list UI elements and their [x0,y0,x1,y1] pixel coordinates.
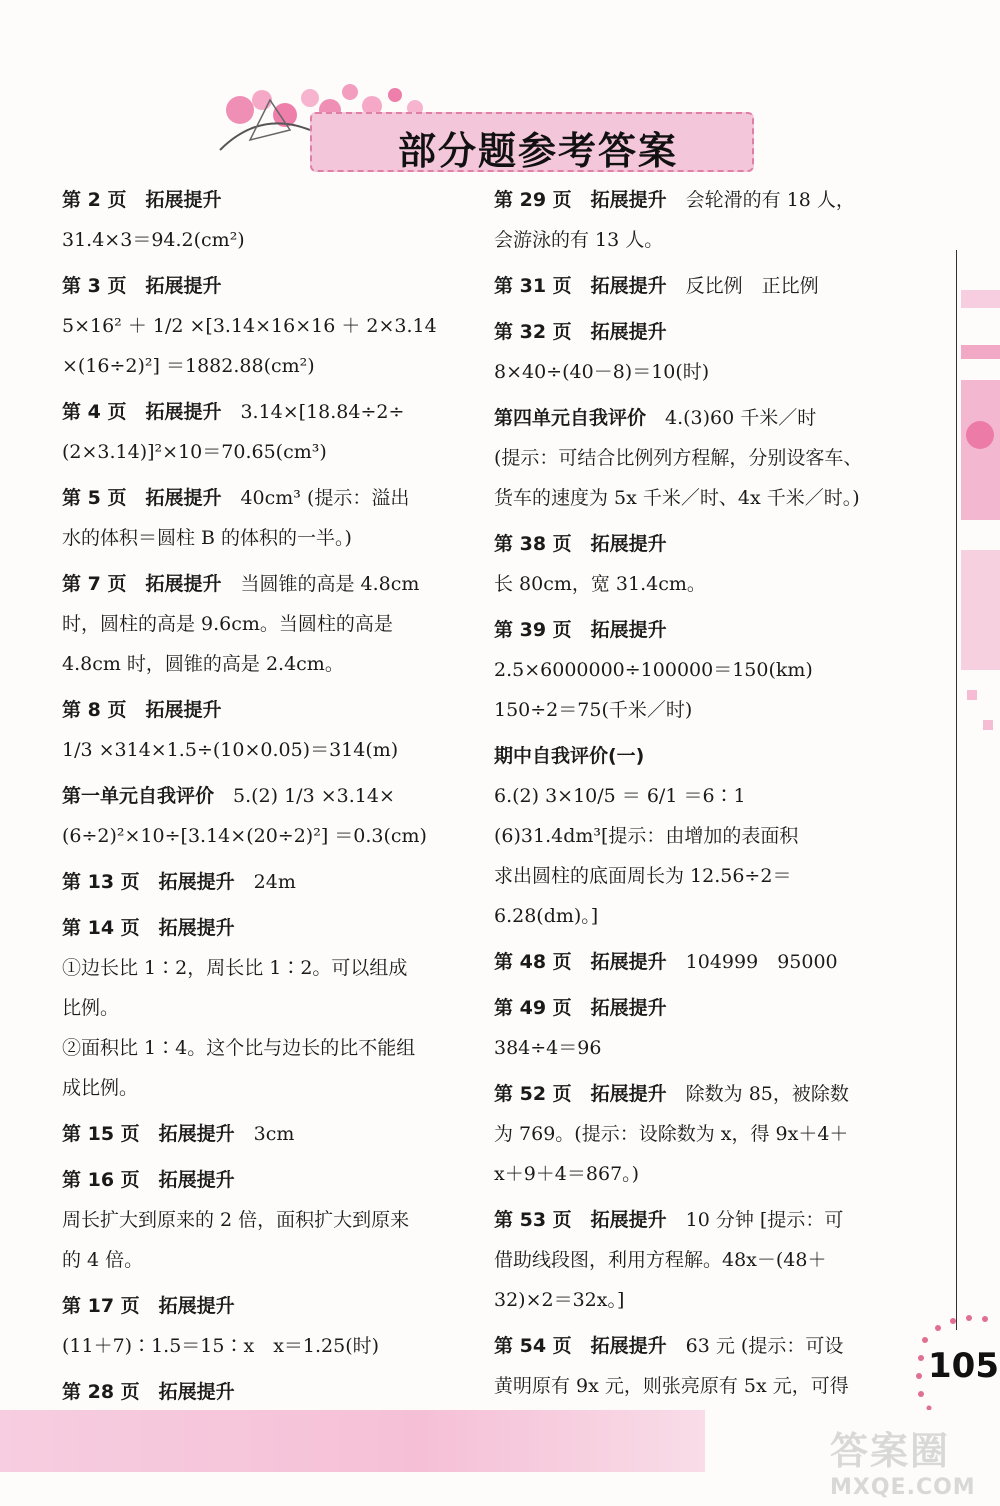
answer-heading: 第 48 页 拓展提升 104999 95000 [494,951,838,973]
answer-heading: 第 29 页 拓展提升 会轮滑的有 18 人， [494,189,855,211]
answer-entry [62,776,472,856]
answer-entry [494,266,909,306]
margin-decoration-icon [955,250,1000,1250]
answer-entry [494,1200,909,1320]
watermark-logo [830,1420,1000,1500]
answer-line: 32)×2＝32x。] [494,1289,625,1311]
answer-heading: 第 31 页 拓展提升 反比例 正比例 [494,275,819,297]
answer-line: 时，圆柱的高是 9.6cm。当圆柱的高是 [62,613,393,635]
answer-heading: 第 38 页 拓展提升 [494,533,667,555]
answer-entry [494,610,909,730]
answer-entry [62,1286,472,1366]
answer-line: 会游泳的有 13 人。 [494,229,664,251]
answer-heading: 第 32 页 拓展提升 [494,321,667,343]
answer-entry [494,1074,909,1194]
answer-line: 6.28(dm)。] [494,905,599,927]
answer-entry [494,180,909,260]
answer-heading: 第 49 页 拓展提升 [494,997,667,1019]
answer-entry [62,564,472,684]
page-number: 105 [928,1346,999,1386]
answer-entry [62,478,472,558]
answer-line: (提示：可结合比例列方程解，分别设客车、 [494,447,863,469]
answer-entry [494,942,909,982]
answer-line: ②面积比 1∶4。这个比与边长的比不能组 [62,1037,416,1059]
answer-line: 黄明原有 9x 元，则张亮原有 5x 元，可得 [494,1375,849,1397]
answer-heading: 期中自我评价(一) [494,745,645,767]
answer-entry [494,524,909,604]
answer-line: 的 4 倍。 [62,1249,144,1271]
answer-line: ×(16÷2)²] ＝1882.88(cm²) [62,355,315,377]
answer-heading: 第一单元自我评价 5.(2) 1/3 ×3.14× [62,785,395,807]
answer-heading: 第 17 页 拓展提升 [62,1295,235,1317]
answer-line: 货车的速度为 5x 千米／时、4x 千米／时。) [494,487,860,509]
answer-heading: 第 2 页 拓展提升 [62,189,222,211]
answer-entry [494,736,909,936]
answer-entry [62,180,472,260]
answer-line: (11＋7)∶1.5＝15∶x x＝1.25(时) [62,1335,380,1357]
answer-line: (6)31.4dm³[提示：由增加的表面积 [494,825,799,847]
answer-heading: 第 28 页 拓展提升 [62,1381,235,1403]
answer-line: 2.5×6000000÷100000＝150(km) [494,659,813,681]
answer-line: 为 769。(提示：设除数为 x，得 9x＋4＋ [494,1123,849,1145]
answer-line: (6÷2)²×10÷[3.14×(20÷2)²] ＝0.3(cm) [62,825,427,847]
bottom-decoration-band [0,1410,705,1472]
right-answer-column [494,180,909,1452]
answer-line: 150÷2＝75(千米／时) [494,699,693,721]
answer-heading: 第 39 页 拓展提升 [494,619,667,641]
answer-line: 比例。 [62,997,120,1019]
answer-heading: 第 54 页 拓展提升 63 元 (提示：可设 [494,1335,844,1357]
answer-line: 6.(2) 3×10/5 ＝ 6/1 ＝6∶1 [494,785,746,807]
answer-line: 384÷4＝96 [494,1037,602,1059]
answer-entry [62,266,472,386]
answer-line: 5×16² ＋ 1/2 ×[3.14×16×16 ＋ 2×3.14 [62,315,437,337]
answer-heading: 第四单元自我评价 4.(3)60 千米／时 [494,407,817,429]
answer-entry [62,1160,472,1280]
answer-line: 借助线段图，利用方程解。48x－(48＋ [494,1249,827,1271]
answer-line: 8×40÷(40－8)＝10(时) [494,361,710,383]
answer-heading: 第 53 页 拓展提升 10 分钟 [提示：可 [494,1209,844,1231]
answer-heading: 第 7 页 拓展提升 当圆锥的高是 4.8cm [62,573,420,595]
answer-entry [62,690,472,770]
answer-heading: 第 52 页 拓展提升 除数为 85，被除数 [494,1083,849,1105]
answer-heading: 第 5 页 拓展提升 40cm³ (提示：溢出 [62,487,410,509]
answer-heading: 第 15 页 拓展提升 3cm [62,1123,295,1145]
watermark-text: 答案圈 [830,1429,951,1473]
left-answer-column [62,180,472,1458]
answer-line: 周长扩大到原来的 2 倍，面积扩大到原来 [62,1209,410,1231]
answer-entry [62,1114,472,1154]
answer-line: 1/3 ×314×1.5÷(10×0.05)＝314(m) [62,739,399,761]
answer-entry [494,398,909,518]
answer-entry [62,862,472,902]
answer-entry [494,312,909,392]
answer-line: 求出圆柱的底面周长为 12.56÷2＝ [494,865,792,887]
answer-heading: 第 14 页 拓展提升 [62,917,235,939]
answer-heading: 第 8 页 拓展提升 [62,699,222,721]
answer-line: 4.8cm 时，圆锥的高是 2.4cm。 [62,653,344,675]
answer-line: 31.4×3＝94.2(cm²) [62,229,245,251]
answer-entry [62,908,472,1108]
answer-line: 长 80cm，宽 31.4cm。 [494,573,706,595]
answer-heading: 第 3 页 拓展提升 [62,275,222,297]
answer-line: (2×3.14)]²×10＝70.65(cm³) [62,441,327,463]
answer-line: x＋9＋4＝867。) [494,1163,640,1185]
page-title: 部分题参考答案 [397,129,678,173]
answer-heading: 第 13 页 拓展提升 24m [62,871,296,893]
answer-line: 水的体积＝圆柱 B 的体积的一半。) [62,527,352,549]
answer-entry [62,392,472,472]
answer-heading: 第 16 页 拓展提升 [62,1169,235,1191]
answer-entry [494,988,909,1068]
title-banner [200,70,760,180]
watermark-url: MXQE.COM [830,1475,976,1500]
answer-line: 成比例。 [62,1077,139,1099]
answer-heading: 第 4 页 拓展提升 3.14×[18.84÷2÷ [62,401,405,423]
answer-line: ①边长比 1∶2，周长比 1∶2。可以组成 [62,957,408,979]
